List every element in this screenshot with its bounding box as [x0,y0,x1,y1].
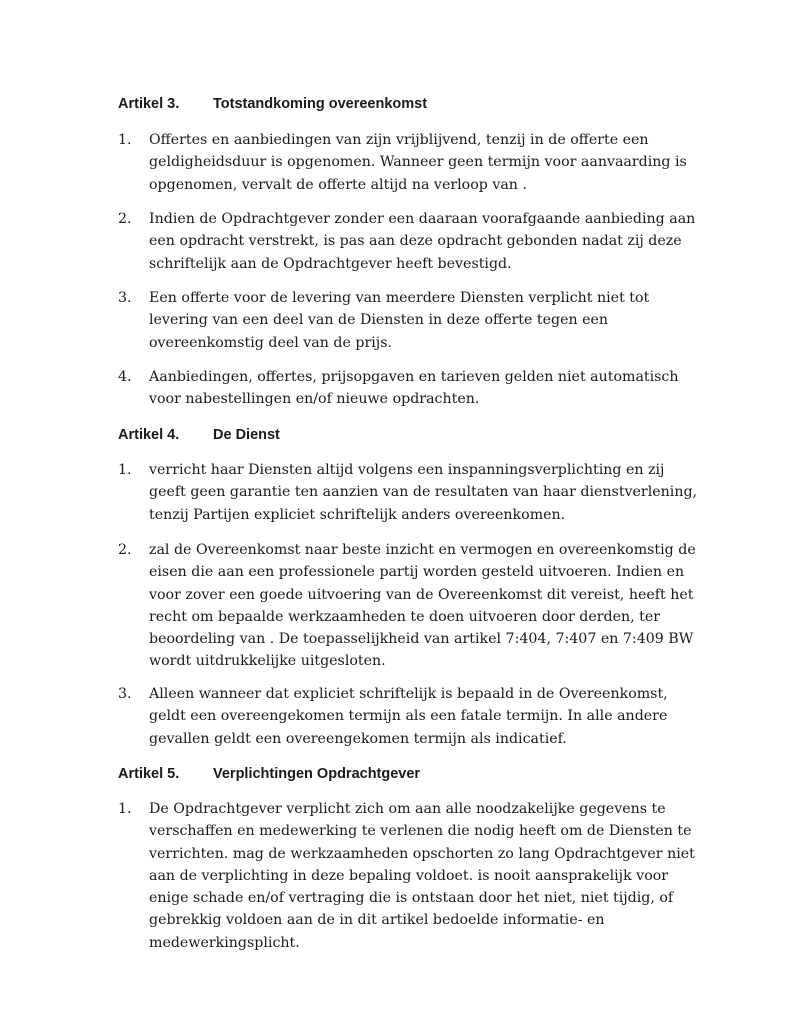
item-number: 3. [118,290,132,306]
item-number: 4. [118,369,132,385]
article-number: Artikel 4. [118,427,180,443]
article-4-heading [118,426,280,444]
item-text: verricht haar Diensten altijd volgens een inspanningsverplichting en zij geeft geen garantie ten aanzien van de resultaten van haar dienstverlening, tenzij Partijen expliciet schriftelijk anders overeenkomen. [149,462,698,523]
item-text: zal de Overeenkomst naar beste inzicht en vermogen en overeenkomstig de eisen die aan een professionele partij worden gesteld uitvoeren. Indien en voor zover een goede uitvoering van de Overeenkomst dit vereist, heeft het recht om bepaalde werkzaamheden te doen uitvoeren door derden, ter beoordeling van . De toepasselijkheid van artikel 7:404, 7:407 en 7:409 BW wordt uitdrukkelijke uitgesloten. [149,542,696,670]
item-text: De Opdrachtgever verplicht zich om aan alle noodzakelijke gegevens te verschaffen en medewerking te verlenen die nodig heeft om de Diensten te verrichten. mag de werkzaamheden opschorten zo lang Opdrachtgever niet aan de verplichting in deze bepaling voldoet. is nooit aansprakelijk voor enige schade en/of vertraging die is ontstaan door het niet, niet tijdig, of gebrekkig voldoen aan de in dit artikel bedoelde informatie- en medewerkingsplicht. [149,801,695,951]
list-item [118,539,698,673]
item-number: 2. [118,542,132,558]
article-number: Artikel 5. [118,766,180,782]
article-5-heading [118,765,420,783]
item-number: 1. [118,801,132,817]
item-number: 2. [118,211,132,227]
article-title: Totstandkoming overeenkomst [213,96,428,112]
item-text: Offertes en aanbiedingen van zijn vrijblijvend, tenzij in de offerte een geldigheidsduur is opgenomen. Wanneer geen termijn voor aanvaarding is opgenomen, vervalt de offerte altijd na verloop van . [149,132,687,193]
list-item [118,459,698,526]
list-item [118,366,698,411]
list-item [118,683,698,750]
item-text: Aanbiedingen, offertes, prijsopgaven en tarieven gelden niet automatisch voor nabestellingen en/of nieuwe opdrachten. [149,369,679,408]
list-item [118,798,698,954]
list-item [118,129,698,196]
item-number: 1. [118,462,132,478]
article-title: Verplichtingen Opdrachtgever [213,766,421,782]
item-number: 3. [118,686,132,702]
list-item [118,287,698,354]
item-number: 1. [118,132,132,148]
article-number: Artikel 3. [118,96,180,112]
article-title: De Dienst [213,427,280,443]
article-3-heading [118,95,427,113]
item-text: Alleen wanneer dat expliciet schriftelijk is bepaald in de Overeenkomst, geldt een overeengekomen termijn als een fatale termijn. In alle andere gevallen geldt een overeengekomen termijn als indicatief. [149,686,668,747]
item-text: Een offerte voor de levering van meerdere Diensten verplicht niet tot levering van een deel van de Diensten in deze offerte tegen een overeenkomstig deel van de prijs. [149,290,650,351]
item-text: Indien de Opdrachtgever zonder een daaraan voorafgaande aanbieding aan een opdracht verstrekt, is pas aan deze opdracht gebonden nadat zij deze schriftelijk aan de Opdrachtgever heeft bevestigd. [149,211,696,272]
list-item [118,208,698,275]
